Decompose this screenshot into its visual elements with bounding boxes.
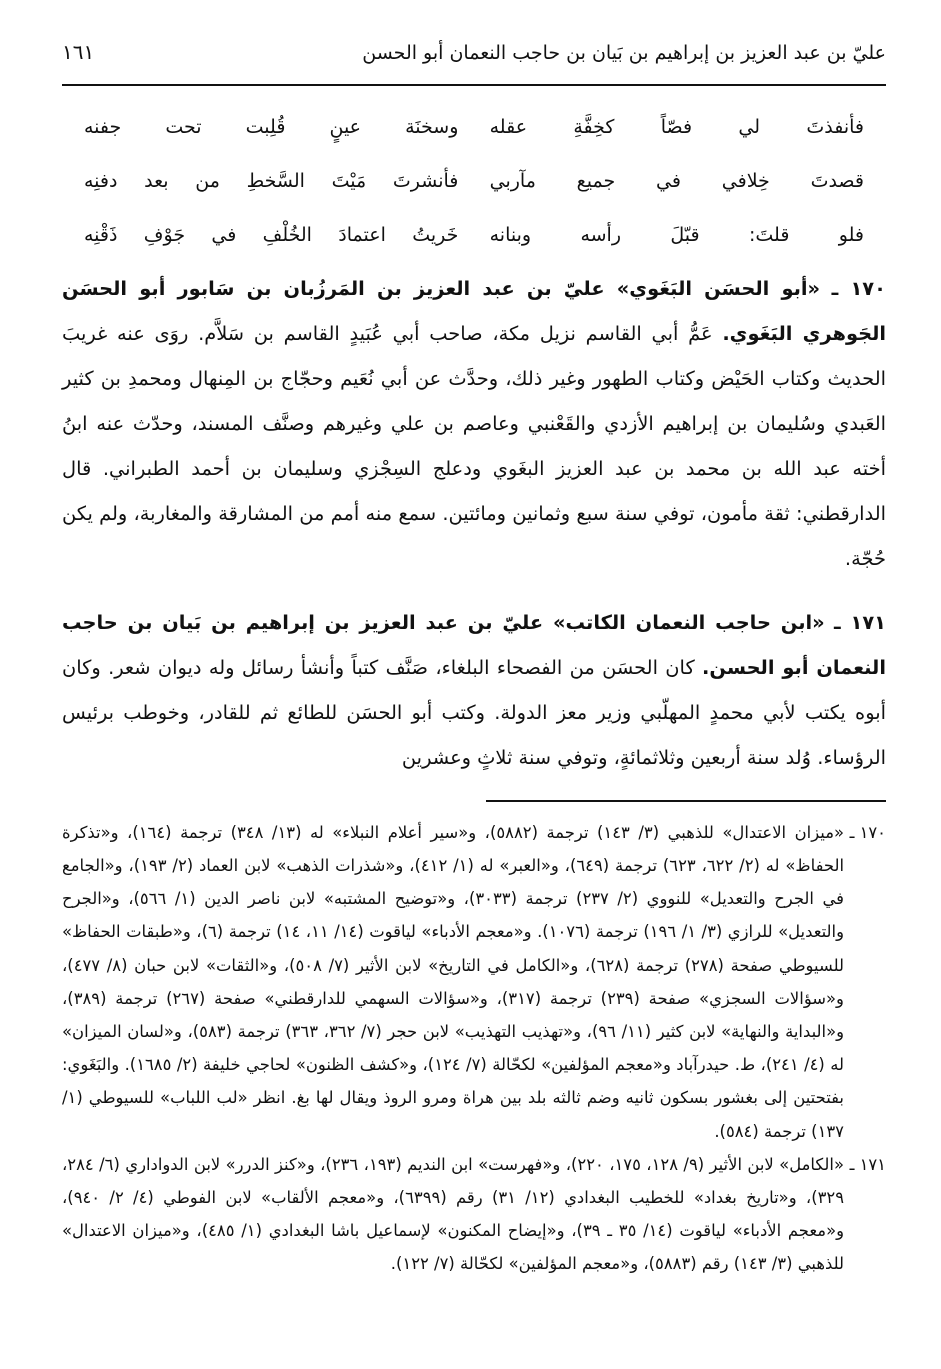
verse-hemistich-second: وسخنَة عينٍ قُلِبت تحت جفنه — [84, 116, 459, 138]
biography-entry-171 — [62, 600, 886, 780]
footnote-text: «الكامل» لابن الأثير (٩/ ١٢٨، ١٧٥، ٢٢٠)، و«فهرست» ابن النديم (١٩٣، ٢٣٦)، و«كنز الدرر» لابن الدواداري (٦/ ٢٨٤، ٣٢٩)، و«تاريخ بغداد» للخطيب البغدادي (١٢/ ٣١) رقم (٦٣٩٩)، و«معجم الألقاب» لابن الفوطي (٤/ ٢/ ٩٤٠)، و«معجم الأدباء» لياقوت (١٤/ ٣٥ ـ ٣٩)، و«إيضاح المكنون» لإسماعيل باشا البغدادي (١/ ٤٨٥)، و«ميزان الاعتدال» للذهبي (٣/ ١٤٣) رقم (٥٨٨٣)، و«معجم المؤلفين» لكحّالة (٧/ ١٢٢). — [62, 1154, 845, 1274]
running-title: عليّ بن عبد العزيز بن إبراهيم بن بَيان بن حاجب النعمان أبو الحسن — [362, 42, 886, 64]
verse-line — [84, 100, 864, 154]
verse-line — [84, 208, 864, 262]
entry-number: ١٧١ ـ — [833, 611, 886, 635]
entry-number: ١٧٠ ـ — [831, 277, 886, 300]
book-page — [62, 40, 886, 1281]
footnote-number: ١٧٠ ـ — [849, 822, 886, 842]
verse-hemistich-first: فلو قلتَ: قبّلَ رأسه وبنانه — [489, 224, 864, 246]
footnote-separator — [486, 800, 886, 802]
footnote-170 — [62, 816, 886, 1148]
entry-heading: «ابن حاجب النعمان الكاتب» عليّ بن عبد العزيز بن إبراهيم بن بَيان بن حاجب النعمان أبو الحسن. — [62, 611, 886, 680]
entry-heading: «أبو الحسَن البَغَوي» عليّ بن عبد العزيز بن المَرزُبان بن سَابور أبو الحسَن الجَوهري البَغَوي. — [62, 277, 887, 345]
entry-body: عَمُّ أبي القاسم نزيل مكة، صاحب أبي عُبَيدٍ القاسم بن سَلاَّم. روَى عنه غريبَ الحديث وكتاب الحَيْض وكتاب الطهور وغير ذلك، وحدَّث عن أبي نُعَيم وحجّاج بن المِنهال ومحمدِ بن كثير العَبدي وسُليمان بن إبراهيم الأزدي والقَعْنبي وعاصم بن علي وغيرهم وصنَّف المسند، وحدّث عنه ابنُ أخته عبد الله بن محمد بن عبد العزيز البغَوي ودعلج السِجْزي وسليمان بن أحمد الطبراني. قال الدارقطني: ثقة مأمون، توفي سنة سبع وثمانين ومائتين. سمع منه أمم من المشارقة والمغاربة، ولم يكن حُجّة. — [62, 322, 886, 570]
verse-hemistich-first: قصدتَ خِلافي في جميع مآربي — [489, 170, 864, 192]
footnote-text: «ميزان الاعتدال» للذهبي (٣/ ١٤٣) ترجمة (٥٨٨٢)، و«سير أعلام النبلاء» له (١٣/ ٣٤٨) ترجمة (١٦٤)، و«تذكرة الحفاظ» له (٢/ ٦٢٢، ٦٢٣) ترجمة (٦٤٩)، و«العبر» له (١/ ٤١٢)، و«شذرات الذهب» لابن العماد (٢/ ١٩٣)، و«الجامع في الجرح والتعديل» للنووي (٢/ ٢٣٧) ترجمة (٣٠٣٣)، و«توضيح المشتبه» لابن ناصر الدين (١/ ٥٦٦)، و«الجرح والتعديل» للرازي (٣/ ١/ ١٩٦) ترجمة (١٠٧٦). و«معجم الأدباء» لياقوت (١٤/ ١١، ١٤) ترجمة (٦)، و«طبقات الحفاظ» للسيوطي صفحة (٢٧٨) ترجمة (٦٢٨)، و«الكامل في التاريخ» لابن الأثير (٧/ ٥٠٨)، و«الثقات» لابن حبان (٨/ ٤٧٧)، و«سؤالات السجزي» صفحة (٢٣٩) ترجمة (٣١٧)، و«سؤالات السهمي للدارقطني» صفحة (٢٦٧) ترجمة (٣٨٩)، و«البداية والنهاية» لابن كثير (١١/ ٩٦)، و«تهذيب التهذيب» لابن حجر (٧/ ٣٦٢، ٣٦٣) ترجمة (٥٨٣)، و«لسان الميزان» له (٤/ ٢٤١)، ط. حيدرآباد و«معجم المؤلفين» لكحّالة (٧/ ١٢٤)، و«كشف الظنون» لحاجي خليفة (٢/ ١٦٨٥). والبَغَوي: بفتحتين إلى بغشور بسكون ثانيه وضم ثالثه بلد بين هراة ومرو الروذ ويقال لها بغ. انظر «لب اللباب» للسيوطي (١/ ١٣٧) ترجمة (٥٨٤). — [62, 822, 845, 1141]
entry-body: كان الحسَن من الفصحاء البلغاء، صَنَّف كتباً وأنشأ رسائل وله ديوان شعر. وكان أبوه يكتب لأبي محمدٍ المهلّبي وزير معز الدولة. وكتب أبو الحسَن للطائع ثم للقادر، وخوطب برئيس الرؤساء. وُلد سنة أربعين وثلاثمائةٍ، وتوفي سنة ثلاثٍ وعشرين — [62, 656, 886, 770]
footnote-number: ١٧١ ـ — [849, 1154, 886, 1174]
page-number: ١٦١ — [62, 40, 95, 64]
running-header — [62, 40, 886, 84]
poem-verses — [84, 100, 864, 262]
header-rule — [62, 84, 886, 86]
footnotes — [62, 816, 886, 1281]
verse-hemistich-first: فأنفذتَ لي فصّاً كخِفَّةِ عقله — [489, 116, 864, 138]
footnote-171 — [62, 1148, 886, 1281]
verse-hemistich-second: فأنشرتَ مَيْتَ السَّخطِ من بعد دفنِه — [84, 170, 459, 192]
biography-entry-170 — [62, 266, 886, 581]
verse-hemistich-second: خَريتُ اعتمادَ الخُلْفِ في جَوْفِ ذَقْنِه — [84, 224, 459, 246]
verse-line — [84, 154, 864, 208]
